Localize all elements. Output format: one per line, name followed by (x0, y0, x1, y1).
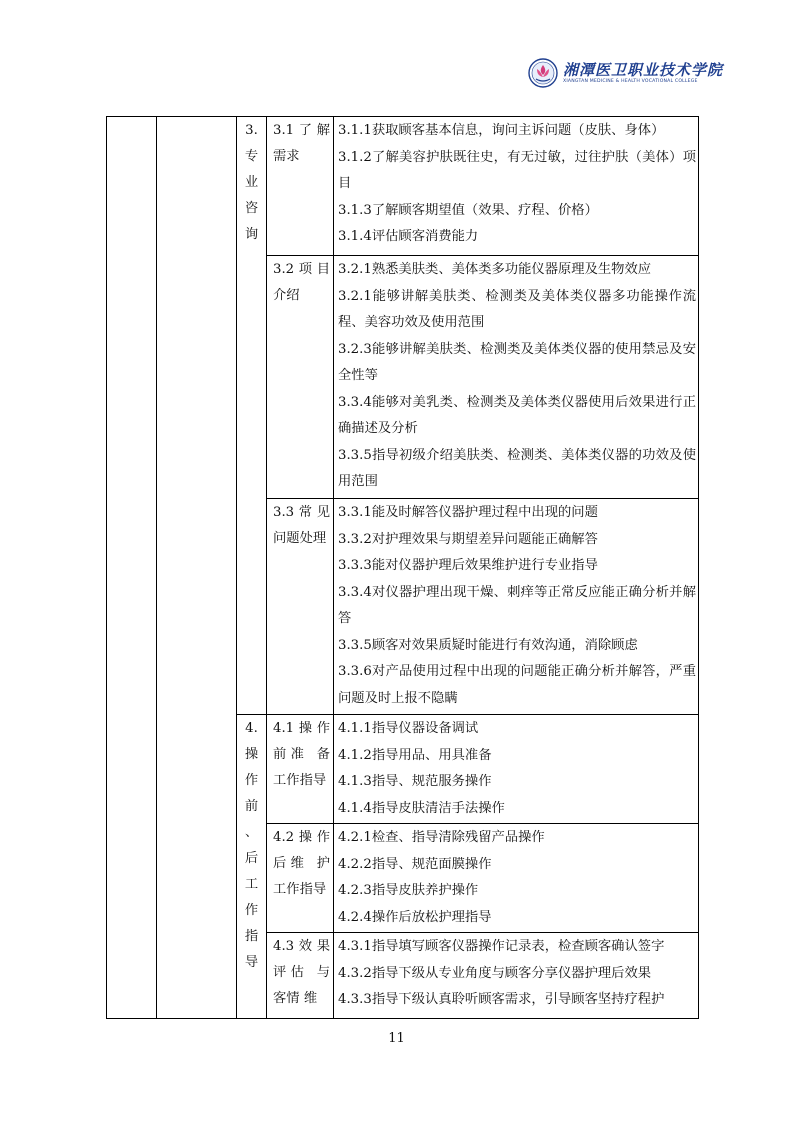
subsection-title: 4.3效果评估 与客情 维 (267, 933, 334, 1019)
list-item: 3.2.1能够讲解美肤类、检测类及美体类仪器多功能操作流程、美容功效及使用范围 (338, 288, 696, 330)
empty-cell-function (157, 117, 237, 1019)
category-pre-post-operation-guidance: 4. 操 作 前 、 后 工 作 指 导 (237, 715, 267, 1019)
list-item: 3.3.4对仪器护理出现干燥、刺痒等正常反应能正确分析并解答 (338, 584, 696, 626)
subsection-items (334, 256, 699, 499)
list-item: 3.3.4能够对美乳类、检测类及美体类仪器使用后效果进行正确描述及分析 (338, 394, 696, 436)
subsection-items (334, 824, 699, 933)
subsection-items (334, 117, 699, 256)
subsection-items (334, 499, 699, 715)
empty-cell-level (107, 117, 157, 1019)
list-item: 3.3.3能对仪器护理后效果维护进行专业指导 (338, 558, 598, 573)
list-item: 3.1.3了解顾客期望值（效果、疗程、价格） (338, 202, 598, 218)
list-item: 4.1.1指导仪器设备调试 (338, 721, 479, 736)
list-item: 3.2.3能够讲解美肤类、检测类及美体类仪器的使用禁忌及安全性等 (338, 341, 696, 383)
list-item: 3.3.2对护理效果与期望差异问题能正确解答 (338, 531, 598, 547)
list-item: 4.2.1检查、指导清除残留产品操作 (338, 830, 545, 845)
college-name-en: XIANGTAN MEDICINE & HEALTH VOCATIONAL COLLEGE (563, 79, 698, 84)
subsection-items (334, 933, 699, 1019)
list-item: 3.3.5顾客对效果质疑时能进行有效沟通，消除顾虑 (338, 637, 638, 653)
subsection-title: 3.1了解需求 (267, 117, 334, 256)
table-row (107, 117, 699, 256)
list-item: 4.3.2指导下级从专业角度与顾客分享仪器护理后效果 (338, 965, 652, 981)
college-logo (528, 56, 723, 90)
list-item: 3.1.4评估顾客消费能力 (338, 229, 479, 244)
list-item: 3.3.5指导初级介绍美肤类、检测类、美体类仪器的功效及使用范围 (338, 447, 696, 489)
list-item: 3.2.1熟悉美肤类、美体类多功能仪器原理及生物效应 (338, 262, 652, 277)
subsection-title: 4.2操作后维 护工作指导 (267, 824, 334, 933)
list-item: 4.3.3指导下级认真聆听顾客需求，引导顾客坚持疗程护 (338, 992, 665, 1007)
page-number: 11 (388, 1031, 405, 1046)
competency-table (106, 116, 699, 1019)
list-item: 4.1.4指导皮肤清洁手法操作 (338, 800, 505, 816)
list-item: 4.1.3指导、规范服务操作 (338, 774, 492, 789)
list-item: 4.2.4操作后放松护理指导 (338, 909, 492, 925)
list-item: 3.1.1获取顾客基本信息，询问主诉问题（皮肤、身体） (338, 123, 665, 138)
list-item: 3.3.1能及时解答仪器护理过程中出现的问题 (338, 505, 598, 520)
list-item: 4.1.2指导用品、用具准备 (338, 747, 492, 763)
category-professional-consulting: 3. 专 业 咨 询 (237, 117, 267, 715)
subsection-title: 3.3常见问题处理 (267, 499, 334, 715)
list-item: 4.2.3指导皮肤养护操作 (338, 883, 479, 898)
list-item: 3.1.2了解美容护肤既往史，有无过敏，过往护肤（美体）项目 (338, 149, 696, 191)
subsection-items (334, 715, 699, 824)
list-item: 4.2.2指导、规范面膜操作 (338, 856, 492, 872)
subsection-title: 3.2项目介绍 (267, 256, 334, 499)
list-item: 3.3.6对产品使用过程中出现的问题能正确分析并解答，严重问题及时上报不隐瞒 (338, 664, 696, 706)
college-emblem-icon (528, 58, 558, 88)
subsection-title: 4.1操作前准 备工作指导 (267, 715, 334, 824)
college-name-cn: 湘潭医卫职业技术学院 (563, 61, 724, 79)
list-item: 4.3.1指导填写顾客仪器操作记录表，检查顾客确认签字 (338, 939, 665, 954)
